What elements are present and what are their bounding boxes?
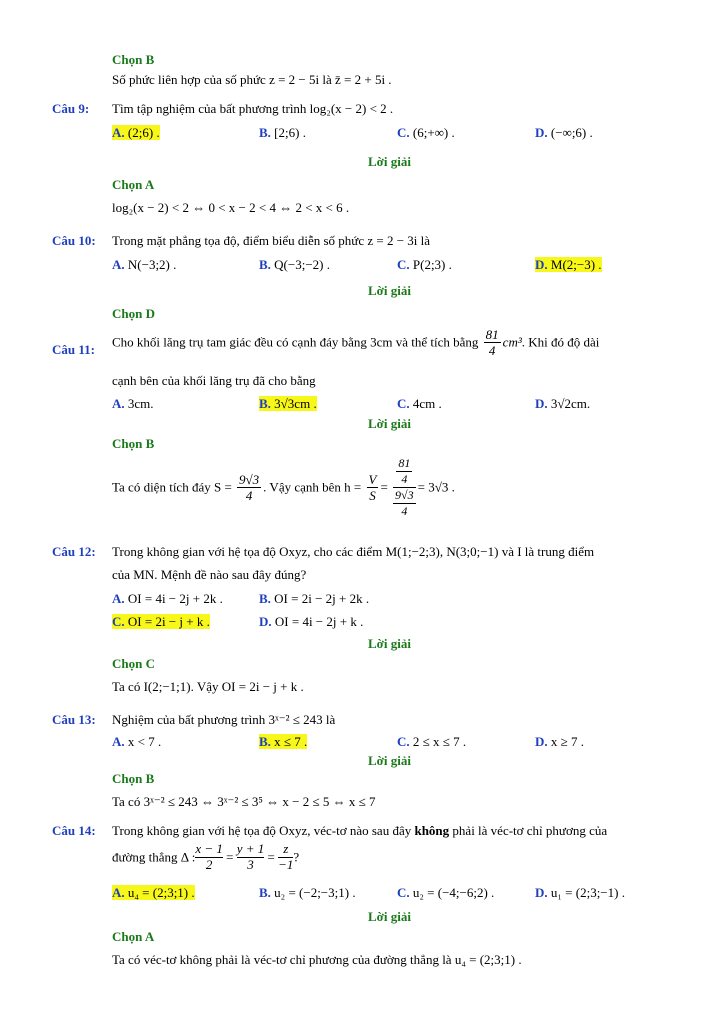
- q9-label: Câu 9:: [52, 101, 90, 116]
- q10-option-c[interactable]: C. P(2;3) .: [397, 257, 452, 272]
- q10-prompt: Trong mặt phẳng tọa độ, điểm biểu diễn số phức z = 2 − 3i là: [112, 233, 431, 248]
- q10-label: Câu 10:: [52, 233, 96, 248]
- q11-option-d[interactable]: D. 3√2cm.: [535, 396, 591, 411]
- q14-option-b[interactable]: B. u₂ = (−2;−3;1) .: [259, 885, 356, 900]
- q10-option-a[interactable]: A. N(−3;2) .: [112, 257, 177, 272]
- compound-fraction: $\frac{\frac{81}{4}}{\frac{9√3}{4}}$: [395, 456, 414, 518]
- q11-choice: Chọn B: [112, 436, 155, 451]
- q14-solution-title: Lời giải: [368, 909, 411, 924]
- q12-option-a[interactable]: A. OI = 4i − 2j + 2k .: [112, 591, 223, 606]
- q13-choice: Chọn B: [112, 771, 155, 786]
- q11-prompt: Cho khối lăng trụ tam giác đều có cạnh đáy bằng 3cm và thể tích bằng $\frac{81}{4}$ cm³. Khi đó độ dài: [112, 327, 600, 358]
- q11-option-c[interactable]: C. 4cm .: [397, 396, 442, 411]
- q11-option-a[interactable]: A. 3cm.: [112, 396, 154, 411]
- q10-option-b[interactable]: B. Q(−3;−2) .: [259, 257, 330, 272]
- q14-label: Câu 14:: [52, 823, 96, 838]
- q13-label: Câu 13:: [52, 712, 96, 727]
- q12-prompt-line2: của MN. Mệnh đề nào sau đây đúng?: [112, 567, 307, 582]
- q11-prompt-line2: cạnh bên của khối lăng trụ đã cho bằng: [112, 373, 316, 388]
- q12-prompt: Trong không gian với hệ tọa độ Oxyz, cho các điểm M(1;−2;3), N(3;0;−1) và I là trung điểm: [112, 544, 595, 559]
- q13-prompt: Nghiệm của bất phương trình 3ˣ⁻² ≤ 243 là: [112, 712, 336, 727]
- q12-choice: Chọn C: [112, 656, 155, 671]
- q10-solution-title: Lời giải: [368, 283, 411, 298]
- area-fraction: $\frac{9√3}{4}$: [239, 472, 260, 503]
- q14-line-equation: đường thẳng Δ : $\frac{x - 1}{2}$ = $\frac{y + 1}{3}$ = $\frac{z}{-1}$ ?: [112, 841, 300, 872]
- fraction-z: $\frac{z}{-1}$: [278, 841, 294, 872]
- q14-prompt: Trong không gian với hệ tọa độ Oxyz, véc-tơ nào sau đây không phải là véc-tơ chỉ phương của: [112, 823, 608, 838]
- vs-fraction: $\frac{V}{S}$: [368, 472, 377, 503]
- q9-solution: log₂(x − 2) < 2 ⇔ 0 < x − 2 < 4 ⇔ 2 < x < 6 .: [112, 200, 350, 215]
- q12-option-d[interactable]: D. OI = 4i − 2j + k .: [259, 614, 364, 629]
- q11-label: Câu 11:: [52, 342, 95, 357]
- q9-option-d[interactable]: D. (−∞;6) .: [535, 125, 593, 140]
- q14-option-c[interactable]: C. u₂ = (−4;−6;2) .: [397, 885, 495, 900]
- q13-option-b[interactable]: B. x ≤ 7 .: [259, 734, 308, 749]
- q13-option-d[interactable]: D. x ≥ 7 .: [535, 734, 585, 749]
- q11-volume-fraction: $\frac{81}{4}$: [485, 327, 499, 358]
- q9-option-a[interactable]: A. (2;6) .: [112, 125, 160, 140]
- q9-prompt: Tìm tập nghiệm của bất phương trình log₂(x − 2) < 2 .: [112, 101, 394, 116]
- q10-option-d[interactable]: D. M(2;−3) .: [535, 257, 602, 272]
- fraction-x: $\frac{x - 1}{2}$: [195, 841, 223, 872]
- q13-solution-title: Lời giải: [368, 753, 411, 768]
- q13-option-a[interactable]: A. x < 7 .: [112, 734, 162, 749]
- q14-solution: Ta có véc-tơ không phải là véc-tơ chỉ phương của đường thẳng là u₄ = (2;3;1) .: [112, 952, 522, 967]
- q11-solution-title: Lời giải: [368, 416, 411, 431]
- q12-option-b[interactable]: B. OI = 2i − 2j + 2k .: [259, 591, 370, 606]
- q12-option-c[interactable]: C. OI = 2i − j + k .: [112, 614, 210, 629]
- q9-option-b[interactable]: B. [2;6) .: [259, 125, 306, 140]
- q14-choice: Chọn A: [112, 929, 155, 944]
- q10-choice: Chọn D: [112, 306, 155, 321]
- q12-solution-title: Lời giải: [368, 636, 411, 651]
- q14-option-d[interactable]: D. u₁ = (2;3;−1) .: [535, 885, 625, 900]
- q9-option-c[interactable]: C. (6;+∞) .: [397, 125, 455, 140]
- q11-solution: Ta có diện tích đáy S = $\frac{9√3}{4}$ . Vậy cạnh bên h = $\frac{V}{S}$ = $\frac{\frac{81}{4}}{\frac{9√3}{4}}$ = 3√3 .: [112, 456, 455, 518]
- q14-option-a[interactable]: A. u₄ = (2;3;1) .: [112, 885, 195, 900]
- fraction-y: $\frac{y + 1}{3}$: [236, 841, 265, 872]
- q9-solution-title: Lời giải: [368, 154, 411, 169]
- q12-label: Câu 12:: [52, 544, 96, 559]
- top-text: Số phức liên hợp của số phức z = 2 − 5i là z̄ = 2 + 5i .: [112, 72, 392, 87]
- q9-choice: Chọn A: [112, 177, 155, 192]
- q11-option-b[interactable]: B. 3√3cm .: [259, 396, 317, 411]
- q13-solution: Ta có 3ˣ⁻² ≤ 243 ⇔ 3ˣ⁻² ≤ 3⁵ ⇔ x − 2 ≤ 5 ⇔ x ≤ 7: [112, 794, 376, 809]
- q12-solution: Ta có I(2;−1;1). Vậy OI = 2i − j + k .: [112, 679, 304, 694]
- q13-option-c[interactable]: C. 2 ≤ x ≤ 7 .: [397, 734, 467, 749]
- choice-top: Chọn B: [112, 52, 155, 67]
